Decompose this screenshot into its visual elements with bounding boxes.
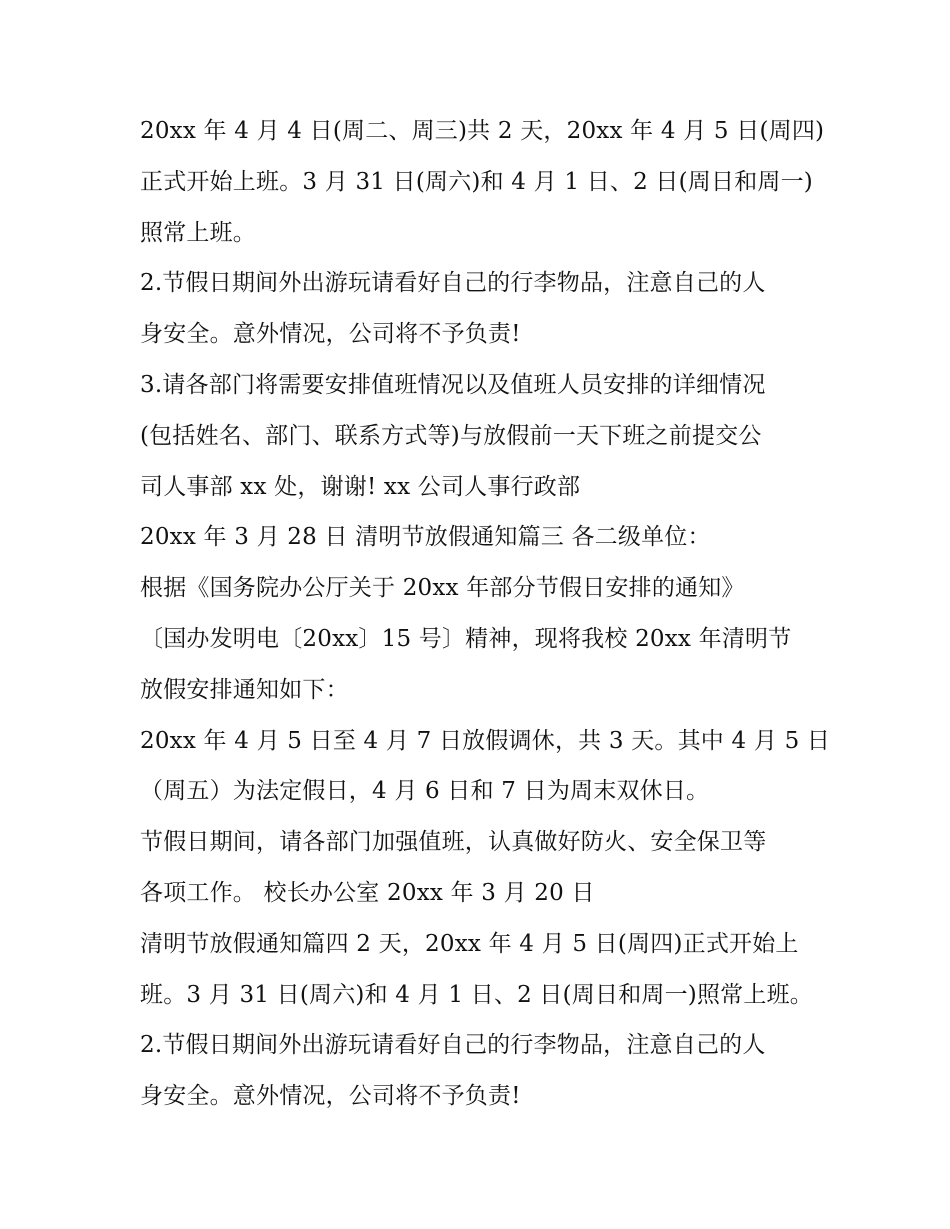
text-line: 身安全。意外情况，公司将不予负责!: [140, 321, 521, 348]
text-line: 20xx 年 4 月 4 日(周二、周三)共 2 天，20xx 年 4 月 5 日(周四): [140, 118, 825, 144]
text-line: 清明节放假通知篇四 2 天，20xx 年 4 月 5 日(周四)正式开始上: [140, 930, 799, 957]
document-body: [140, 106, 831, 1122]
text-line: 身安全。意外情况，公司将不予负责!: [140, 1083, 521, 1110]
text-line: 各项工作。 校长办公室 20xx 年 3 月 20 日: [140, 879, 595, 906]
text-line: 20xx 年 3 月 28 日 清明节放假通知篇三 各二级单位：: [140, 524, 711, 551]
text-line: 节假日期间，请各部门加强值班，认真做好防火、安全保卫等: [140, 829, 767, 856]
text-line: (包括姓名、部门、联系方式等)与放假前一天下班之前提交公: [140, 422, 762, 449]
text-line: 20xx 年 4 月 5 日至 4 月 7 日放假调休，共 3 天。其中 4 月 5 日: [140, 727, 831, 754]
text-line: 照常上班。: [140, 219, 256, 246]
text-line: （周五）为法定假日，4 月 6 日和 7 日为周末双休日。: [140, 778, 710, 805]
text-line: 司人事部 xx 处，谢谢! xx 公司人事行政部: [140, 473, 581, 500]
text-line: 正式开始上班。3 月 31 日(周六)和 4 月 1 日、2 日(周日和周一): [140, 168, 813, 195]
text-line: 放假安排通知如下：: [140, 676, 349, 703]
text-line: 2.节假日期间外出游玩请看好自己的行李物品，注意自己的人: [140, 270, 766, 297]
text-line: 根据《国务院办公厅关于 20xx 年部分节假日安排的通知》: [140, 575, 745, 602]
text-line: 〔国办发明电〔20xx〕15 号〕精神，现将我校 20xx 年清明节: [140, 625, 792, 652]
text-line: 2.节假日期间外出游玩请看好自己的行李物品，注意自己的人: [140, 1032, 766, 1059]
text-line: 班。3 月 31 日(周六)和 4 月 1 日、2 日(周日和周一)照常上班。: [140, 981, 813, 1008]
text-line: 3.请各部门将需要安排值班情况以及值班人员安排的详细情况: [140, 371, 766, 398]
